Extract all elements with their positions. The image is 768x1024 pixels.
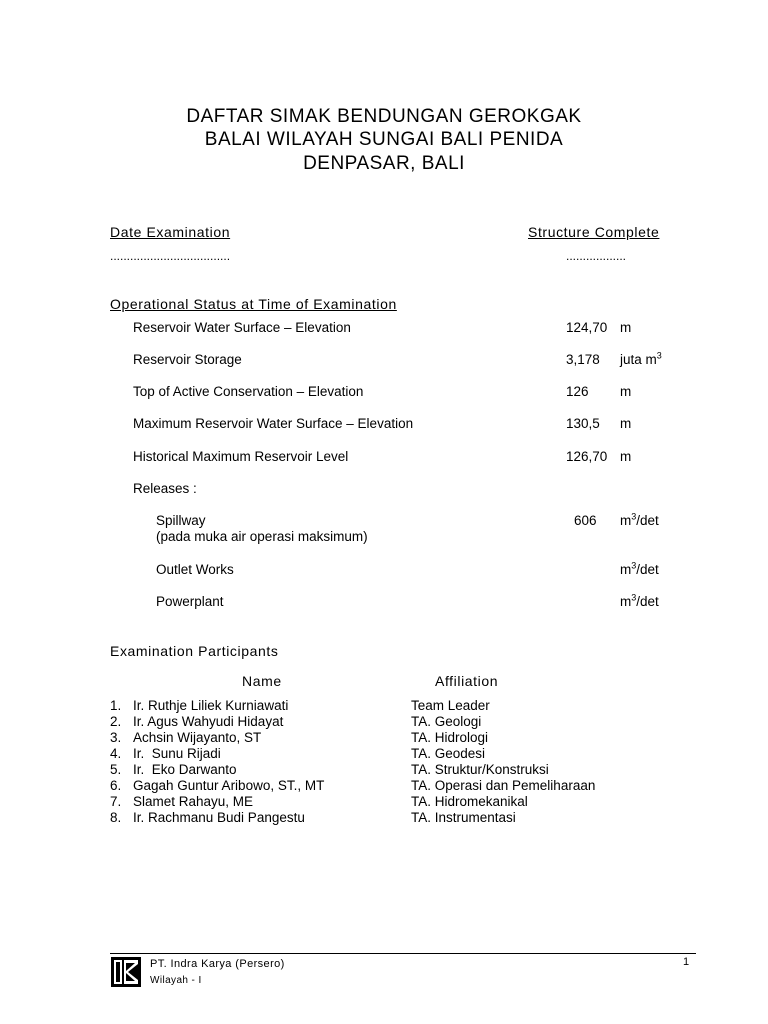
participant-affiliation: TA. Hidromekanikal — [411, 794, 528, 809]
participant-affiliation: TA. Operasi dan Pemeliharaan — [411, 778, 596, 793]
page-number: 1 — [683, 956, 690, 968]
date-examination-value: .................................... — [110, 249, 231, 263]
participant-number: 2. — [110, 714, 122, 729]
unit-text: /det — [636, 562, 659, 577]
release-label: Powerplant — [156, 594, 224, 609]
op-item-value: 130,5 — [566, 416, 600, 431]
column-name-header: Name — [242, 673, 282, 689]
op-item-label: Top of Active Conservation – Elevation — [133, 384, 364, 399]
title-line-2: BALAI WILAYAH SUNGAI BALI PENIDA — [204, 129, 564, 150]
column-affiliation-header: Affiliation — [435, 673, 499, 689]
participant-name: Ir. Agus Wahyudi Hidayat — [133, 714, 284, 729]
participant-name: Achsin Wijayanto, ST — [133, 730, 262, 745]
unit-text: juta m — [620, 352, 657, 367]
operational-heading: Operational Status at Time of Examination — [110, 296, 397, 312]
unit-text: m — [620, 594, 632, 609]
participant-number: 3. — [110, 730, 122, 745]
participant-number: 1. — [110, 698, 122, 713]
structure-complete-value: .................. — [566, 249, 627, 263]
release-value: 606 — [574, 513, 597, 528]
unit-sup: 3 — [631, 592, 637, 603]
unit-text: m — [620, 513, 632, 528]
participants-heading: Examination Participants — [110, 643, 279, 659]
release-note: (pada muka air operasi maksimum) — [156, 529, 368, 544]
title-line-3: DENPASAR, BALI — [303, 153, 465, 174]
participant-number: 5. — [110, 762, 122, 777]
unit-sup: 3 — [656, 350, 662, 361]
releases-label: Releases : — [133, 481, 197, 496]
op-item-unit: m — [620, 384, 632, 399]
unit-sup: 3 — [631, 560, 637, 571]
op-item-unit: m — [620, 320, 632, 335]
unit-sup: 3 — [631, 511, 637, 522]
participant-affiliation: TA. Geologi — [411, 714, 482, 729]
op-item-value: 126,70 — [566, 449, 608, 464]
op-item-label: Reservoir Storage — [133, 352, 242, 367]
participant-affiliation: Team Leader — [411, 698, 490, 713]
indra-karya-logo-icon — [111, 957, 141, 987]
op-item-value: 126 — [566, 384, 589, 399]
release-label: Spillway — [156, 513, 206, 528]
op-item-unit: m — [620, 416, 632, 431]
participant-number: 6. — [110, 778, 122, 793]
op-item-value: 3,178 — [566, 352, 600, 367]
op-item-label: Historical Maximum Reservoir Level — [133, 449, 349, 464]
participant-affiliation: TA. Instrumentasi — [411, 810, 516, 825]
op-item-value: 124,70 — [566, 320, 608, 335]
participant-name: Ir. Sunu Rijadi — [133, 746, 221, 761]
unit-text: /det — [636, 594, 659, 609]
title-line-1: DAFTAR SIMAK BENDUNGAN GEROKGAK — [186, 106, 582, 127]
participant-number: 7. — [110, 794, 122, 809]
release-label: Outlet Works — [156, 562, 234, 577]
footer-region: Wilayah - I — [150, 975, 202, 986]
unit-text: m — [620, 562, 632, 577]
participant-number: 4. — [110, 746, 122, 761]
footer-divider — [110, 953, 696, 954]
op-item-unit: m — [620, 449, 632, 464]
participant-name: Ir. Eko Darwanto — [133, 762, 237, 777]
participant-affiliation: TA. Hidrologi — [411, 730, 489, 745]
participant-affiliation: TA. Struktur/Konstruksi — [411, 762, 549, 777]
participant-name: Slamet Rahayu, ME — [133, 794, 254, 809]
participant-name: Ir. Rachmanu Budi Pangestu — [133, 810, 305, 825]
date-examination-label: Date Examination — [110, 224, 231, 240]
release-unit — [620, 513, 659, 528]
participant-name: Gagah Guntur Aribowo, ST., MT — [133, 778, 325, 793]
participant-name: Ir. Ruthje Liliek Kurniawati — [133, 698, 289, 713]
participant-affiliation: TA. Geodesi — [411, 746, 486, 761]
release-unit — [620, 562, 659, 577]
unit-text: /det — [636, 513, 659, 528]
structure-complete-label: Structure Complete — [528, 224, 660, 240]
footer-company: PT. Indra Karya (Persero) — [150, 958, 285, 970]
op-item-label: Maximum Reservoir Water Surface – Elevation — [133, 416, 414, 431]
participant-number: 8. — [110, 810, 122, 825]
op-item-unit — [620, 352, 662, 367]
release-unit — [620, 594, 659, 609]
op-item-label: Reservoir Water Surface – Elevation — [133, 320, 351, 335]
